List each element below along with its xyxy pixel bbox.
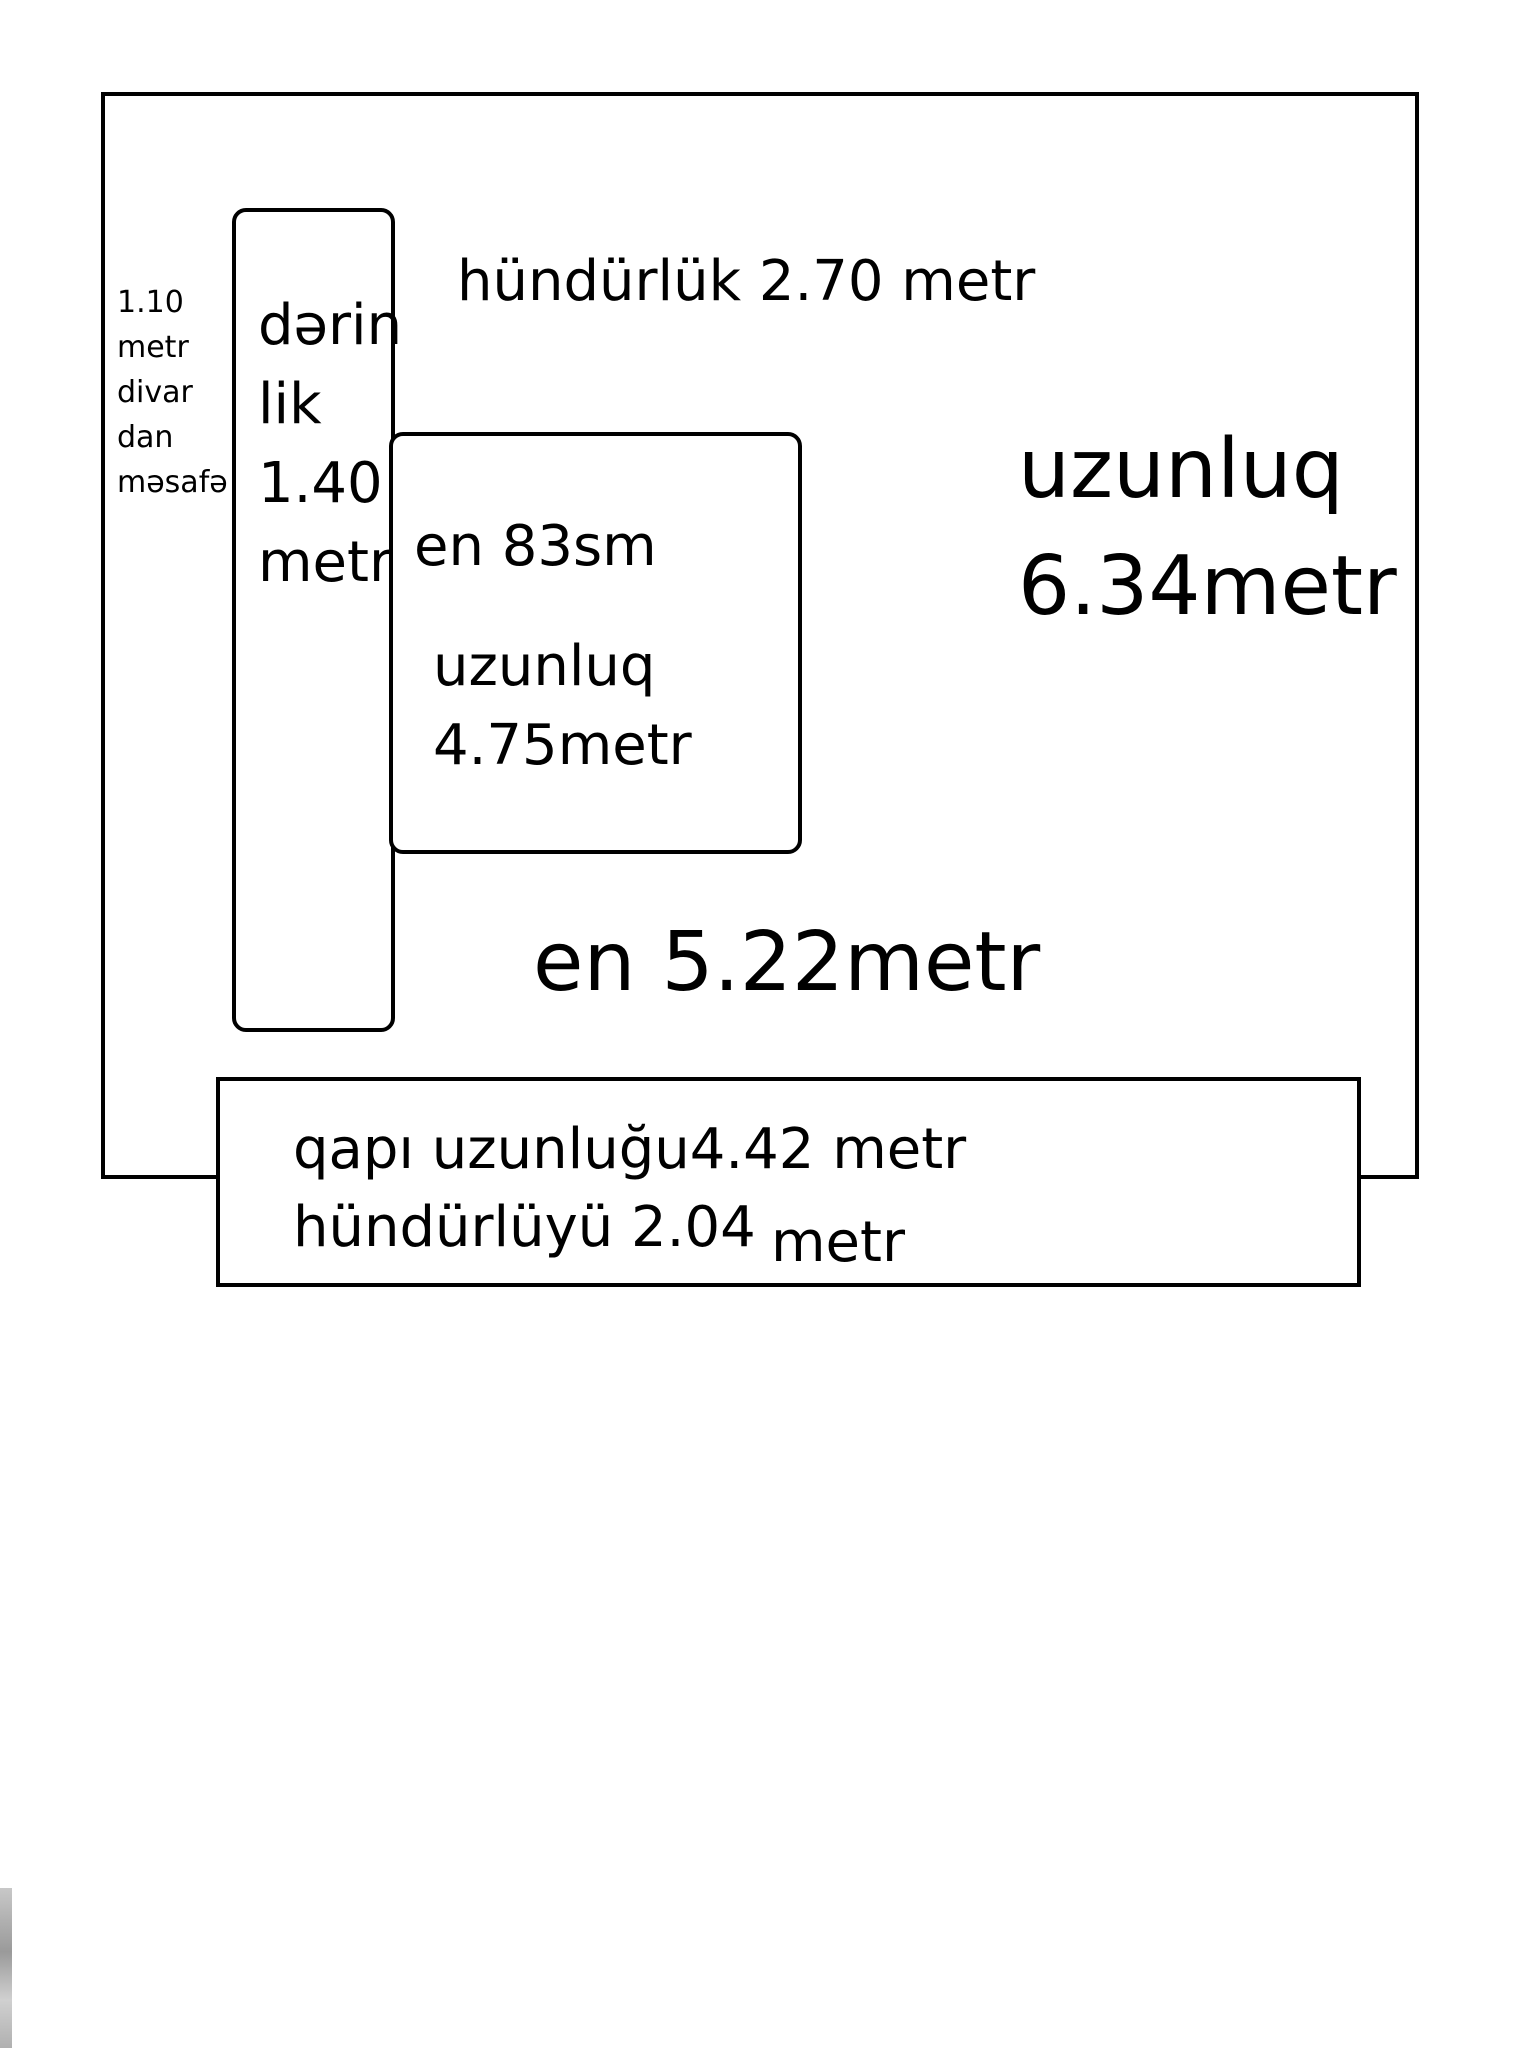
- height-label: hündürlük 2.70 metr: [457, 249, 1036, 314]
- wall-distance-label: 1.10 metr divar dan məsafə: [117, 285, 228, 500]
- depth-label: dərin lik 1.40 metr: [258, 293, 403, 595]
- inner-length-label: uzunluq 4.75metr: [433, 634, 692, 778]
- door-length-label: qapı uzunluğu4.42 metr: [293, 1117, 967, 1182]
- scan-edge-artifact: [0, 1888, 12, 2048]
- room-width-label: en 5.22metr: [533, 915, 1041, 1010]
- door-height-label: hündürlüyü 2.04: [293, 1195, 756, 1260]
- room-length-label: uzunluq 6.34metr: [1018, 422, 1397, 634]
- inner-width-label: en 83sm: [414, 514, 657, 579]
- door-height-unit-label: metr: [771, 1210, 905, 1275]
